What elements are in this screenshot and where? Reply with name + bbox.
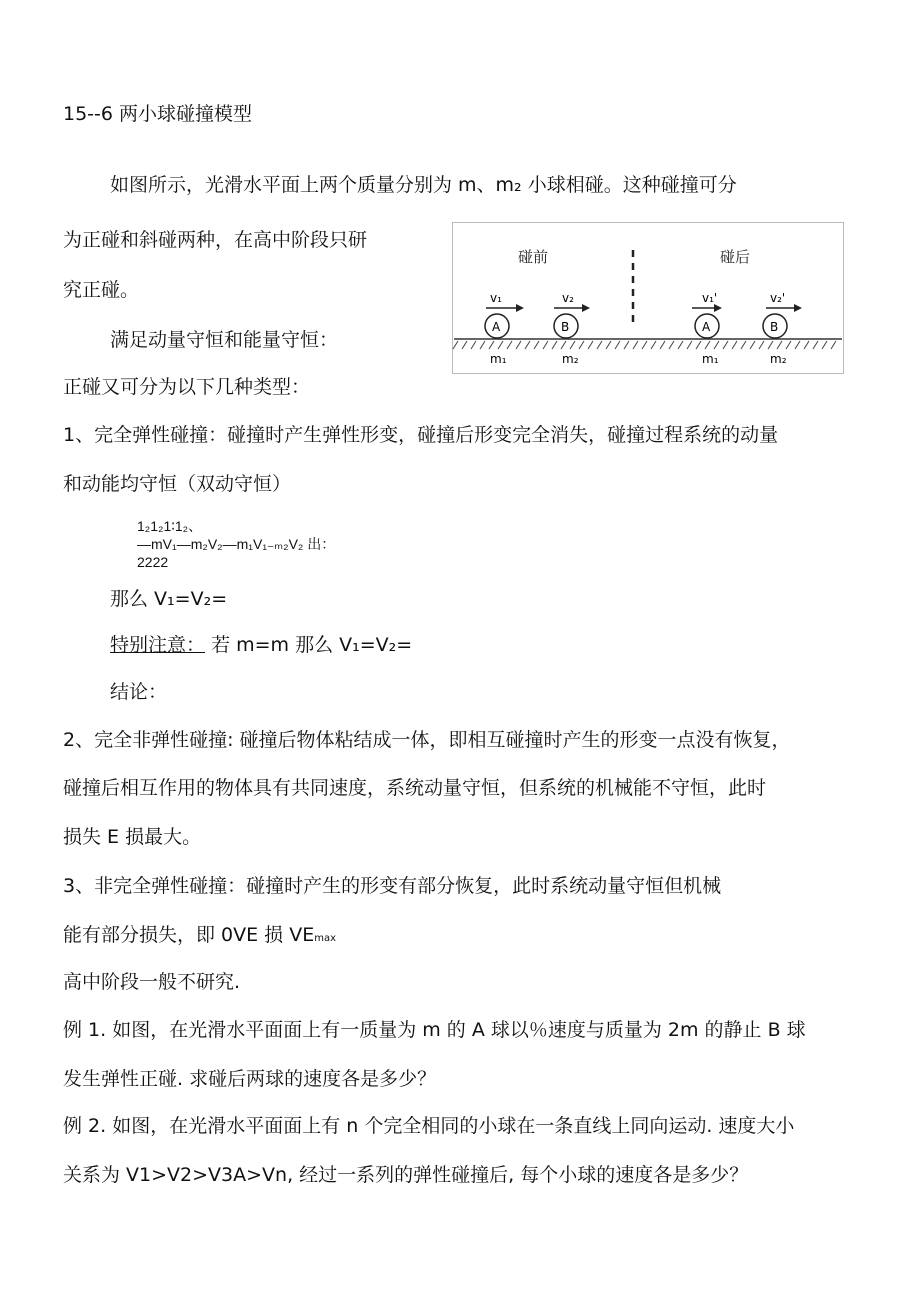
ball-label: B — [561, 320, 570, 334]
example2-line-1: 例 2. 如图，在光滑水平面面上有 n 个完全相同的小球在一条直线上同向运动. 速度大小 — [63, 1115, 795, 1137]
velocity-label: v₂ — [562, 291, 574, 305]
example1-line-1: 例 1. 如图，在光滑水平面面上有一质量为 m 的 A 球以％速度与质量为 2m 的静止 B 球 — [63, 1019, 806, 1041]
type3-line-3: 高中阶段一般不研究. — [63, 971, 241, 993]
formula-mid: —mV₁—m₂V₂—m₁V₁₋ₘ₂V₂ 出： — [137, 536, 336, 552]
type3-line-1: 3、非完全弹性碰撞：碰撞时产生的形变有部分恢复，此时系统动量守恒但机械 — [63, 875, 722, 897]
page-title: 15--6 两小球碰撞模型 — [63, 103, 253, 125]
note-label: 特别注意： — [110, 634, 206, 656]
label-after: 碰后 — [720, 248, 751, 266]
type1-result: 那么 V₁=V₂= — [110, 588, 228, 610]
type2-line-1: 2、完全非弹性碰撞: 碰撞后物体粘结成一体，即相互碰撞时产生的形变一点没有恢复， — [63, 729, 791, 751]
type2-line-3: 损失 E 损最大。 — [63, 826, 202, 848]
note-text: 若 m=m 那么 V₁=V₂= — [211, 634, 413, 656]
ball-label: A — [492, 320, 501, 334]
type3-line-2 — [63, 923, 336, 951]
velocity-label: v₁' — [702, 291, 718, 305]
type1-note — [110, 633, 412, 657]
collision-figure — [452, 222, 844, 374]
velocity-label: v₂' — [770, 291, 786, 305]
type2-line-2: 碰撞后相互作用的物体具有共同速度，系统动量守恒，但系统的机械能不守恒，此时 — [63, 777, 767, 799]
ball-label: A — [702, 320, 711, 334]
example2-line-2: 关系为 V1>V2>V3A>Vn, 经过一系列的弹性碰撞后, 每个小球的速度各是多少？ — [63, 1164, 749, 1186]
example1-line-2: 发生弹性正碰. 求碰后两球的速度各是多少？ — [63, 1068, 437, 1090]
type1-line-2: 和动能均守恒（双动守恒） — [63, 473, 292, 495]
formula-top: 1₂1₂1∶1₂、 — [137, 518, 203, 534]
velocity-label: v₁ — [490, 291, 502, 305]
intro-line-3: 究正碰。 — [63, 279, 140, 301]
intro-line-1: 如图所示，光滑水平面上两个质量分别为 m、m₂ 小球相碰。这种碰撞可分 — [110, 174, 737, 196]
mass-label: m₁ — [702, 352, 719, 366]
type1-line-1: 1、完全弹性碰撞：碰撞时产生弹性形变，碰撞后形变完全消失，碰撞过程系统的动量 — [63, 424, 779, 446]
mass-label: m₂ — [562, 352, 579, 366]
type3-line-2-main: 能有部分损失，即 0VE 损 VE — [63, 924, 315, 946]
label-before: 碰前 — [518, 248, 549, 266]
mass-label: m₂ — [770, 352, 787, 366]
type3-line-2-sub: max — [314, 933, 337, 944]
formula-bottom: 2222 — [137, 554, 169, 570]
intro-line-2: 为正碰和斜碰两种，在高中阶段只研 — [63, 229, 368, 251]
ball-label: B — [770, 320, 779, 334]
type1-conclusion: 结论： — [110, 681, 168, 703]
mass-label: m₁ — [490, 352, 507, 366]
intro-line-5: 正碰又可分为以下几种类型： — [63, 376, 311, 398]
intro-line-4: 满足动量守恒和能量守恒： — [110, 329, 339, 351]
